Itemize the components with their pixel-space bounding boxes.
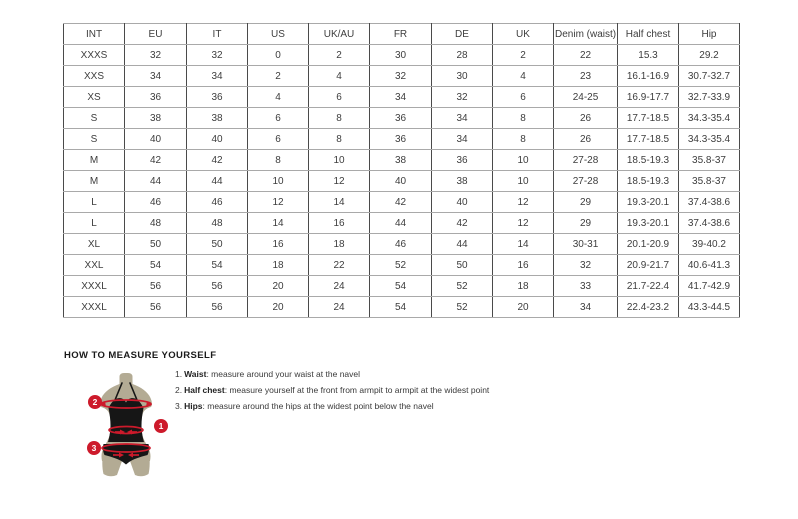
table-cell: 34	[187, 66, 248, 87]
table-cell: 40	[432, 192, 493, 213]
table-cell: 15.3	[618, 45, 679, 66]
table-cell: 30	[370, 45, 432, 66]
table-cell: 41.7-42.9	[679, 276, 740, 297]
table-cell: 18.5-19.3	[618, 150, 679, 171]
table-cell: 34	[125, 66, 187, 87]
table-cell: M	[64, 150, 125, 171]
table-cell: 54	[125, 255, 187, 276]
table-cell: 17.7-18.5	[618, 129, 679, 150]
table-row	[64, 129, 740, 150]
table-cell: 14	[309, 192, 370, 213]
step-text: : measure yourself at the front from armpit to armpit at the widest point	[224, 385, 490, 395]
table-cell: 28	[432, 45, 493, 66]
table-cell: 34	[432, 129, 493, 150]
step-number: 3.	[175, 401, 183, 411]
size-table-wrapper	[63, 23, 739, 318]
column-header: Denim (waist)	[554, 24, 618, 45]
table-row	[64, 66, 740, 87]
table-row	[64, 234, 740, 255]
table-cell: 44	[125, 171, 187, 192]
table-cell: 39-40.2	[679, 234, 740, 255]
table-cell: 40	[187, 129, 248, 150]
table-cell: 46	[187, 192, 248, 213]
table-cell: 34.3-35.4	[679, 108, 740, 129]
table-row	[64, 276, 740, 297]
table-cell: 4	[309, 66, 370, 87]
table-cell: 36	[187, 87, 248, 108]
column-header: DE	[432, 24, 493, 45]
step-label: Hips	[184, 401, 203, 411]
table-row	[64, 213, 740, 234]
step-number: 1.	[175, 369, 183, 379]
table-cell: 20.9-21.7	[618, 255, 679, 276]
table-cell: 38	[370, 150, 432, 171]
table-cell: 12	[493, 213, 554, 234]
badge-1-number: 1	[158, 421, 164, 431]
table-cell: 8	[309, 129, 370, 150]
table-cell: 16	[309, 213, 370, 234]
table-cell: 32	[370, 66, 432, 87]
table-cell: 16	[248, 234, 309, 255]
table-cell: 12	[493, 192, 554, 213]
table-cell: 27-28	[554, 171, 618, 192]
table-cell: 32	[432, 87, 493, 108]
table-cell: 42	[187, 150, 248, 171]
step-text: : measure around your waist at the navel	[206, 369, 361, 379]
table-cell: XXXL	[64, 297, 125, 318]
table-cell: 22	[554, 45, 618, 66]
column-header: EU	[125, 24, 187, 45]
table-cell: 22.4-23.2	[618, 297, 679, 318]
table-row	[64, 171, 740, 192]
table-cell: 34	[370, 87, 432, 108]
table-cell: 54	[370, 297, 432, 318]
table-cell: 23	[554, 66, 618, 87]
table-cell: 50	[432, 255, 493, 276]
badge-2-number: 2	[92, 397, 98, 407]
table-cell: 32.7-33.9	[679, 87, 740, 108]
measure-step-2	[175, 386, 489, 395]
table-cell: 38	[187, 108, 248, 129]
table-cell: 52	[432, 297, 493, 318]
table-row	[64, 255, 740, 276]
table-cell: 56	[187, 276, 248, 297]
table-cell: 34.3-35.4	[679, 129, 740, 150]
table-cell: 34	[554, 297, 618, 318]
table-cell: 14	[248, 213, 309, 234]
table-cell: 52	[432, 276, 493, 297]
table-cell: L	[64, 192, 125, 213]
table-cell: 29	[554, 213, 618, 234]
table-cell: 18.5-19.3	[618, 171, 679, 192]
table-cell: 32	[125, 45, 187, 66]
size-table-head-row	[64, 24, 740, 45]
table-cell: 20	[248, 297, 309, 318]
table-cell: 52	[370, 255, 432, 276]
table-cell: 29	[554, 192, 618, 213]
table-cell: 34	[432, 108, 493, 129]
table-cell: 10	[309, 150, 370, 171]
table-cell: 24	[309, 297, 370, 318]
table-cell: M	[64, 171, 125, 192]
table-cell: 22	[309, 255, 370, 276]
step-label: Waist	[184, 369, 207, 379]
table-cell: 56	[125, 297, 187, 318]
table-cell: 37.4-38.6	[679, 213, 740, 234]
table-cell: XXS	[64, 66, 125, 87]
table-cell: 6	[309, 87, 370, 108]
table-cell: 8	[248, 150, 309, 171]
table-cell: XXL	[64, 255, 125, 276]
column-header: IT	[187, 24, 248, 45]
table-row	[64, 108, 740, 129]
column-header: FR	[370, 24, 432, 45]
table-cell: 18	[493, 276, 554, 297]
table-cell: 4	[248, 87, 309, 108]
table-cell: 32	[554, 255, 618, 276]
table-cell: 30-31	[554, 234, 618, 255]
column-header: Hip	[679, 24, 740, 45]
column-header: US	[248, 24, 309, 45]
table-cell: 38	[432, 171, 493, 192]
table-cell: 8	[493, 108, 554, 129]
table-cell: 42	[370, 192, 432, 213]
table-cell: 26	[554, 108, 618, 129]
table-cell: 12	[248, 192, 309, 213]
table-cell: 44	[187, 171, 248, 192]
column-header: INT	[64, 24, 125, 45]
table-cell: 50	[125, 234, 187, 255]
table-cell: 18	[309, 234, 370, 255]
measure-step-1	[175, 370, 489, 379]
table-cell: 6	[248, 108, 309, 129]
table-cell: 50	[187, 234, 248, 255]
table-cell: 56	[187, 297, 248, 318]
table-cell: 35.8-37	[679, 150, 740, 171]
table-cell: 2	[309, 45, 370, 66]
table-cell: 30.7-32.7	[679, 66, 740, 87]
table-cell: 46	[370, 234, 432, 255]
step-text: : measure around the hips at the widest point below the navel	[202, 401, 434, 411]
measure-step-3	[175, 402, 489, 411]
table-cell: S	[64, 108, 125, 129]
table-cell: XL	[64, 234, 125, 255]
camisole-top	[108, 398, 144, 442]
table-cell: 44	[370, 213, 432, 234]
table-cell: 12	[309, 171, 370, 192]
step-number: 2.	[175, 385, 183, 395]
table-cell: 40.6-41.3	[679, 255, 740, 276]
table-cell: 44	[432, 234, 493, 255]
table-cell: 4	[493, 66, 554, 87]
table-cell: 24-25	[554, 87, 618, 108]
table-cell: 8	[309, 108, 370, 129]
table-cell: 16	[493, 255, 554, 276]
table-row	[64, 297, 740, 318]
size-table-body	[64, 45, 740, 318]
measure-steps	[175, 370, 489, 418]
table-cell: 54	[370, 276, 432, 297]
table-row	[64, 150, 740, 171]
table-cell: 48	[187, 213, 248, 234]
table-cell: 36	[370, 129, 432, 150]
table-cell: 17.7-18.5	[618, 108, 679, 129]
table-cell: L	[64, 213, 125, 234]
table-cell: 48	[125, 213, 187, 234]
table-cell: 10	[493, 171, 554, 192]
column-header: Half chest	[618, 24, 679, 45]
table-cell: 46	[125, 192, 187, 213]
table-cell: 0	[248, 45, 309, 66]
badge-3-number: 3	[91, 443, 97, 453]
table-cell: 27-28	[554, 150, 618, 171]
table-cell: 24	[309, 276, 370, 297]
measure-section-title: HOW TO MEASURE YOURSELF	[64, 350, 217, 361]
table-row	[64, 192, 740, 213]
table-cell: 6	[248, 129, 309, 150]
table-cell: 19.3-20.1	[618, 213, 679, 234]
table-cell: 19.3-20.1	[618, 192, 679, 213]
table-cell: 10	[493, 150, 554, 171]
step-label: Half chest	[184, 385, 225, 395]
table-cell: 54	[187, 255, 248, 276]
table-cell: 10	[248, 171, 309, 192]
table-cell: 36	[432, 150, 493, 171]
table-cell: 38	[125, 108, 187, 129]
measurement-figure-illustration	[78, 368, 178, 483]
table-cell: XXXS	[64, 45, 125, 66]
table-cell: XXXL	[64, 276, 125, 297]
table-cell: 30	[432, 66, 493, 87]
table-row	[64, 87, 740, 108]
table-cell: 2	[493, 45, 554, 66]
table-cell: 2	[248, 66, 309, 87]
table-cell: XS	[64, 87, 125, 108]
table-cell: 29.2	[679, 45, 740, 66]
table-cell: 20.1-20.9	[618, 234, 679, 255]
table-cell: 26	[554, 129, 618, 150]
table-cell: 14	[493, 234, 554, 255]
table-cell: 42	[125, 150, 187, 171]
column-header: UK	[493, 24, 554, 45]
table-cell: 35.8-37	[679, 171, 740, 192]
table-cell: 20	[248, 276, 309, 297]
table-cell: 33	[554, 276, 618, 297]
table-cell: S	[64, 129, 125, 150]
table-cell: 36	[125, 87, 187, 108]
table-cell: 40	[125, 129, 187, 150]
table-cell: 6	[493, 87, 554, 108]
table-cell: 16.1-16.9	[618, 66, 679, 87]
table-cell: 37.4-38.6	[679, 192, 740, 213]
table-cell: 32	[187, 45, 248, 66]
table-cell: 16.9-17.7	[618, 87, 679, 108]
table-cell: 8	[493, 129, 554, 150]
table-cell: 43.3-44.5	[679, 297, 740, 318]
table-cell: 20	[493, 297, 554, 318]
table-cell: 21.7-22.4	[618, 276, 679, 297]
table-row	[64, 45, 740, 66]
table-cell: 36	[370, 108, 432, 129]
column-header: UK/AU	[309, 24, 370, 45]
table-cell: 56	[125, 276, 187, 297]
table-cell: 18	[248, 255, 309, 276]
table-cell: 42	[432, 213, 493, 234]
size-table	[63, 23, 740, 318]
table-cell: 40	[370, 171, 432, 192]
